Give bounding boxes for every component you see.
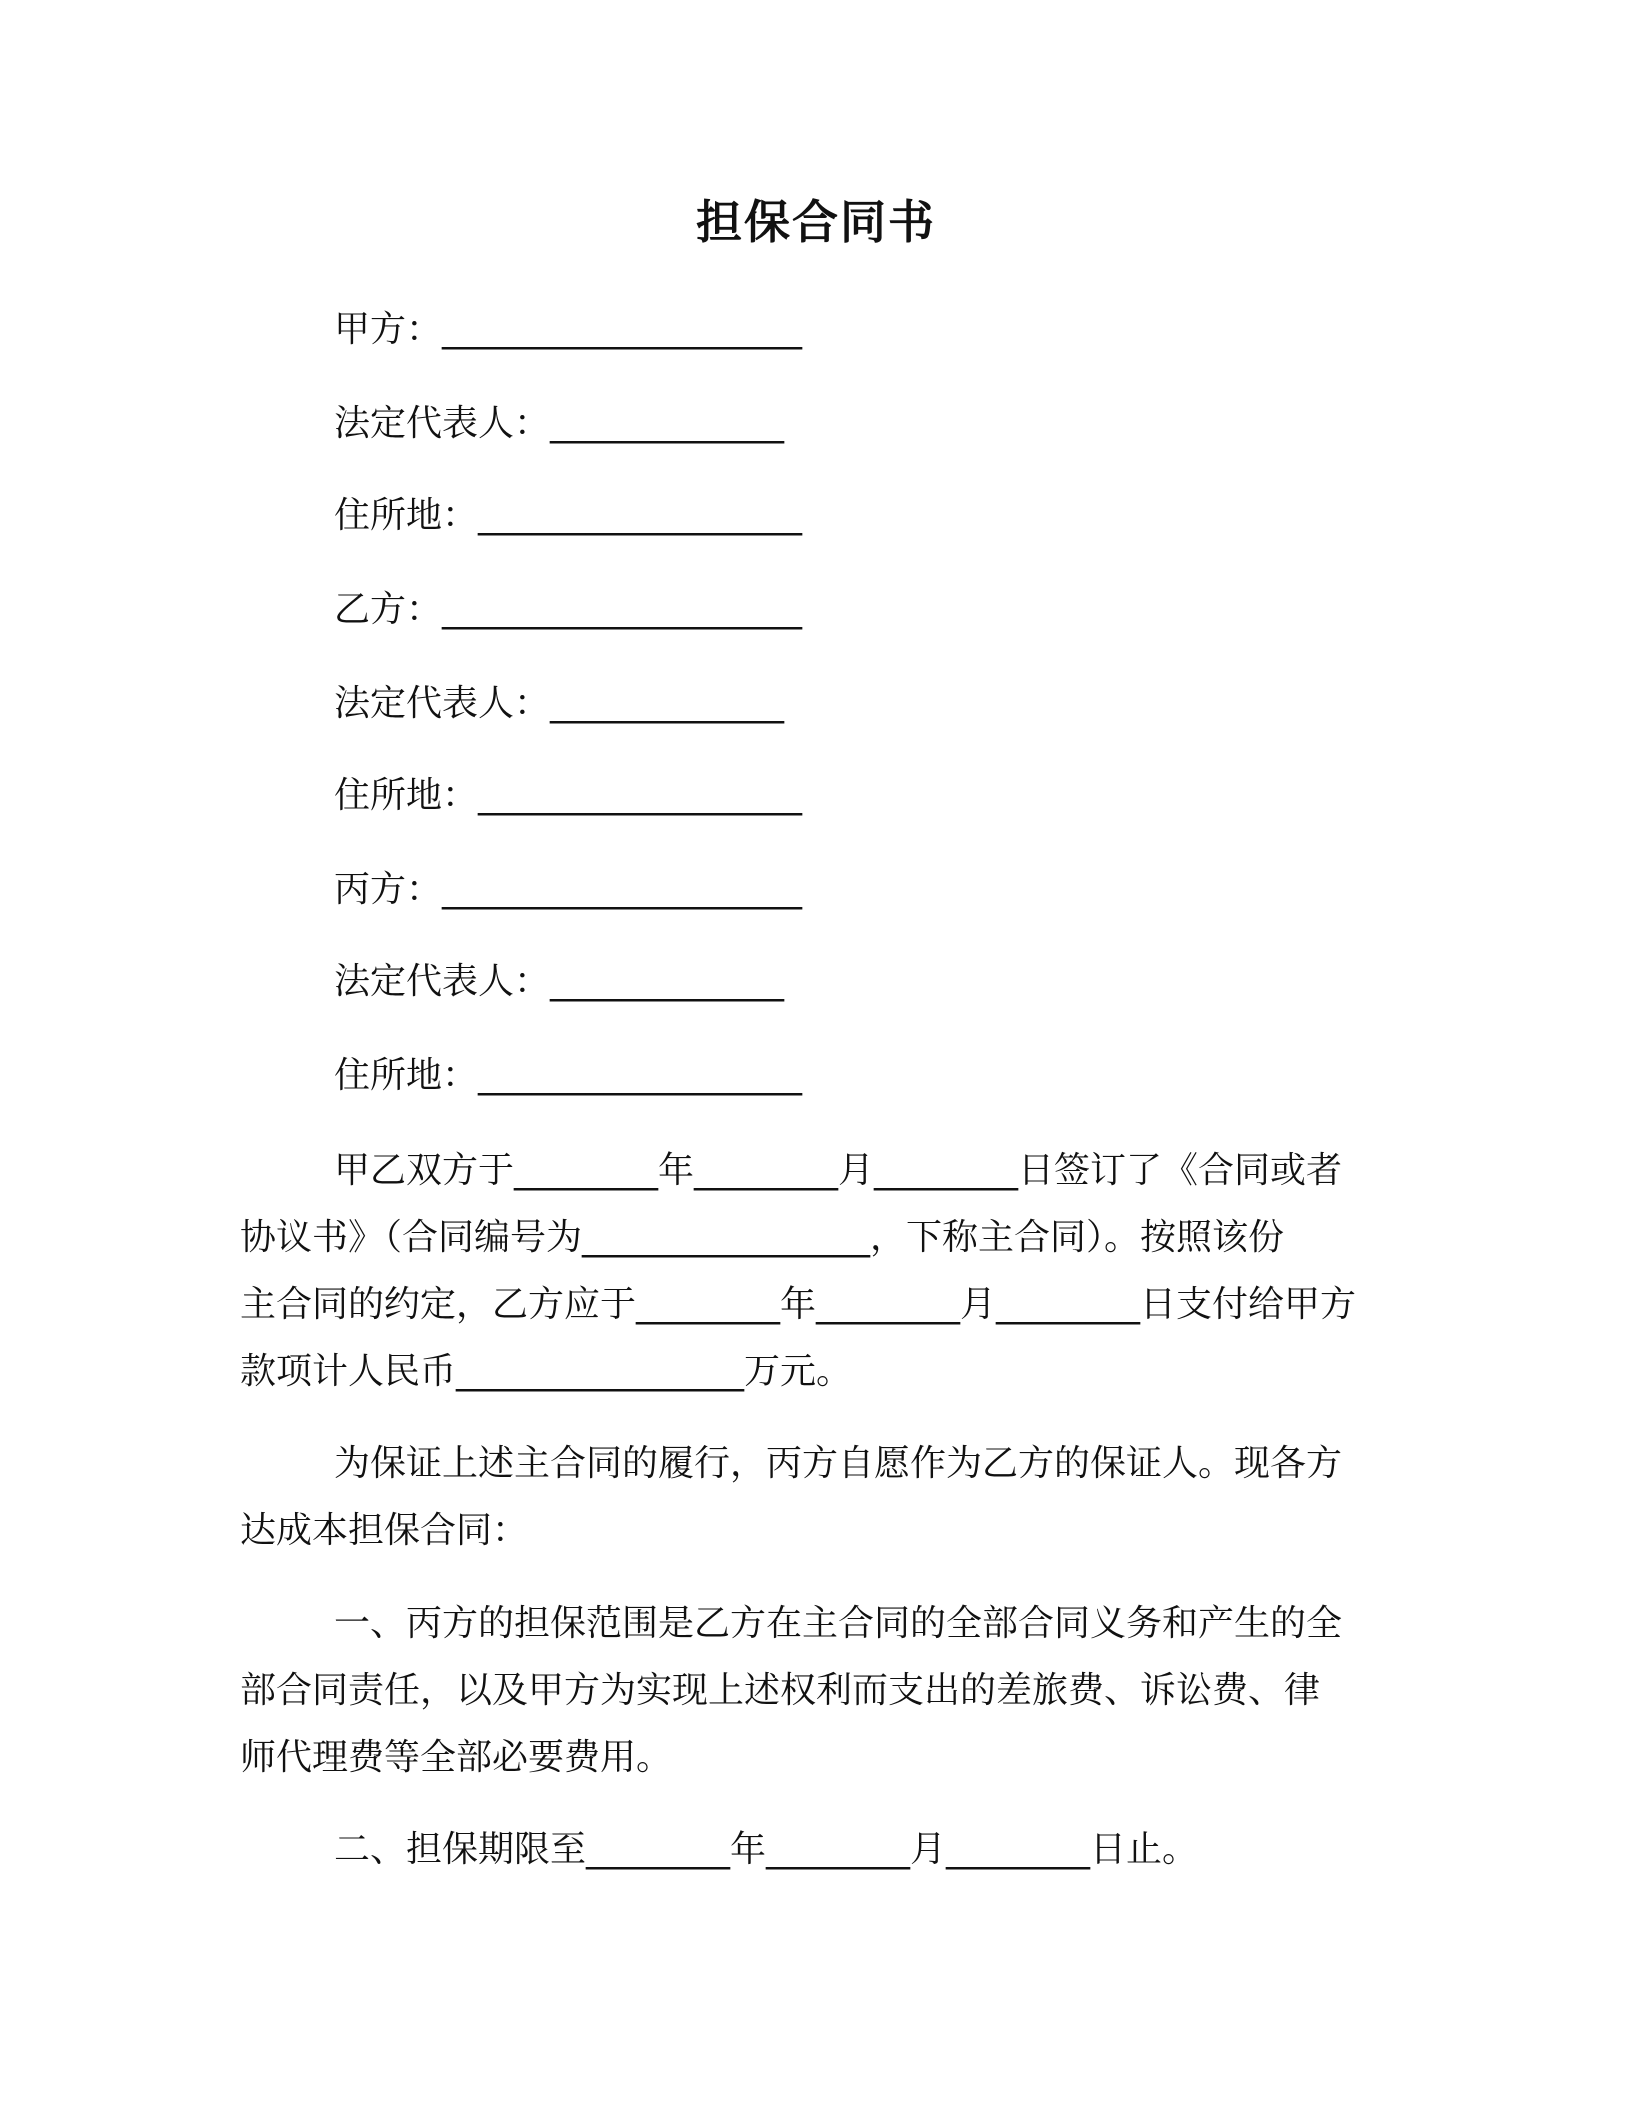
main-contract-paragraph [240, 1137, 1390, 1405]
party-c-field [334, 866, 802, 914]
party-c-legal-representative-label: 法定代表人： [334, 961, 551, 1002]
paragraph-line: 主合同的约定，乙方应于________年________月________日支付给甲方 [240, 1284, 1357, 1325]
paragraph-line: 一、丙方的担保范围是乙方在主合同的全部合同义务和产生的全 [334, 1603, 1343, 1644]
party-b-legal-representative-label: 法定代表人： [334, 683, 551, 724]
party-c-address-blank: __________________ [478, 1055, 803, 1096]
party-a-legal-representative-blank: _____________ [550, 403, 785, 444]
paragraph-line: 师代理费等全部必要费用。 [240, 1737, 673, 1778]
party-c-label: 丙方： [334, 869, 443, 910]
party-b-field [334, 586, 802, 634]
party-a-address-field [334, 492, 802, 540]
party-a-address-blank: __________________ [478, 495, 803, 536]
party-b-legal-representative-field [334, 680, 784, 728]
paragraph-line: 达成本担保合同： [240, 1510, 529, 1551]
paragraph-line: 协议书》（合同编号为________________，下称主合同）。按照该份 [240, 1217, 1285, 1258]
party-a-field [334, 306, 802, 354]
document-title: 担保合同书 [696, 195, 936, 249]
party-b-legal-representative-blank: _____________ [550, 683, 785, 724]
paragraph-line: 二、担保期限至________年________月________日止。 [334, 1829, 1199, 1870]
party-b-address-blank: __________________ [478, 775, 803, 816]
party-c-address-label: 住所地： [334, 1055, 479, 1096]
paragraph-line: 款项计人民币________________万元。 [240, 1351, 853, 1392]
party-a-legal-representative-label: 法定代表人： [334, 403, 551, 444]
party-a-legal-representative-field [334, 400, 784, 448]
party-b-address-label: 住所地： [334, 775, 479, 816]
party-c-legal-representative-field [334, 958, 784, 1006]
party-c-address-field [334, 1052, 802, 1100]
party-b-label: 乙方： [334, 589, 443, 630]
party-a-address-label: 住所地： [334, 495, 479, 536]
clause-1-paragraph [240, 1590, 1390, 1791]
paragraph-line: 甲乙双方于________年________月________日签订了《合同或者 [334, 1150, 1343, 1191]
party-a-label: 甲方： [334, 309, 443, 350]
guarantee-purpose-paragraph [240, 1430, 1390, 1564]
party-b-blank: ____________________ [442, 589, 803, 630]
clause-2-paragraph [240, 1816, 1390, 1883]
party-c-blank: ____________________ [442, 869, 803, 910]
paragraph-line: 为保证上述主合同的履行，丙方自愿作为乙方的保证人。现各方 [334, 1443, 1343, 1484]
party-b-address-field [334, 772, 802, 820]
party-a-blank: ____________________ [442, 309, 803, 350]
party-c-legal-representative-blank: _____________ [550, 961, 785, 1002]
paragraph-line: 部合同责任，以及甲方为实现上述权利而支出的差旅费、诉讼费、律 [240, 1670, 1321, 1711]
